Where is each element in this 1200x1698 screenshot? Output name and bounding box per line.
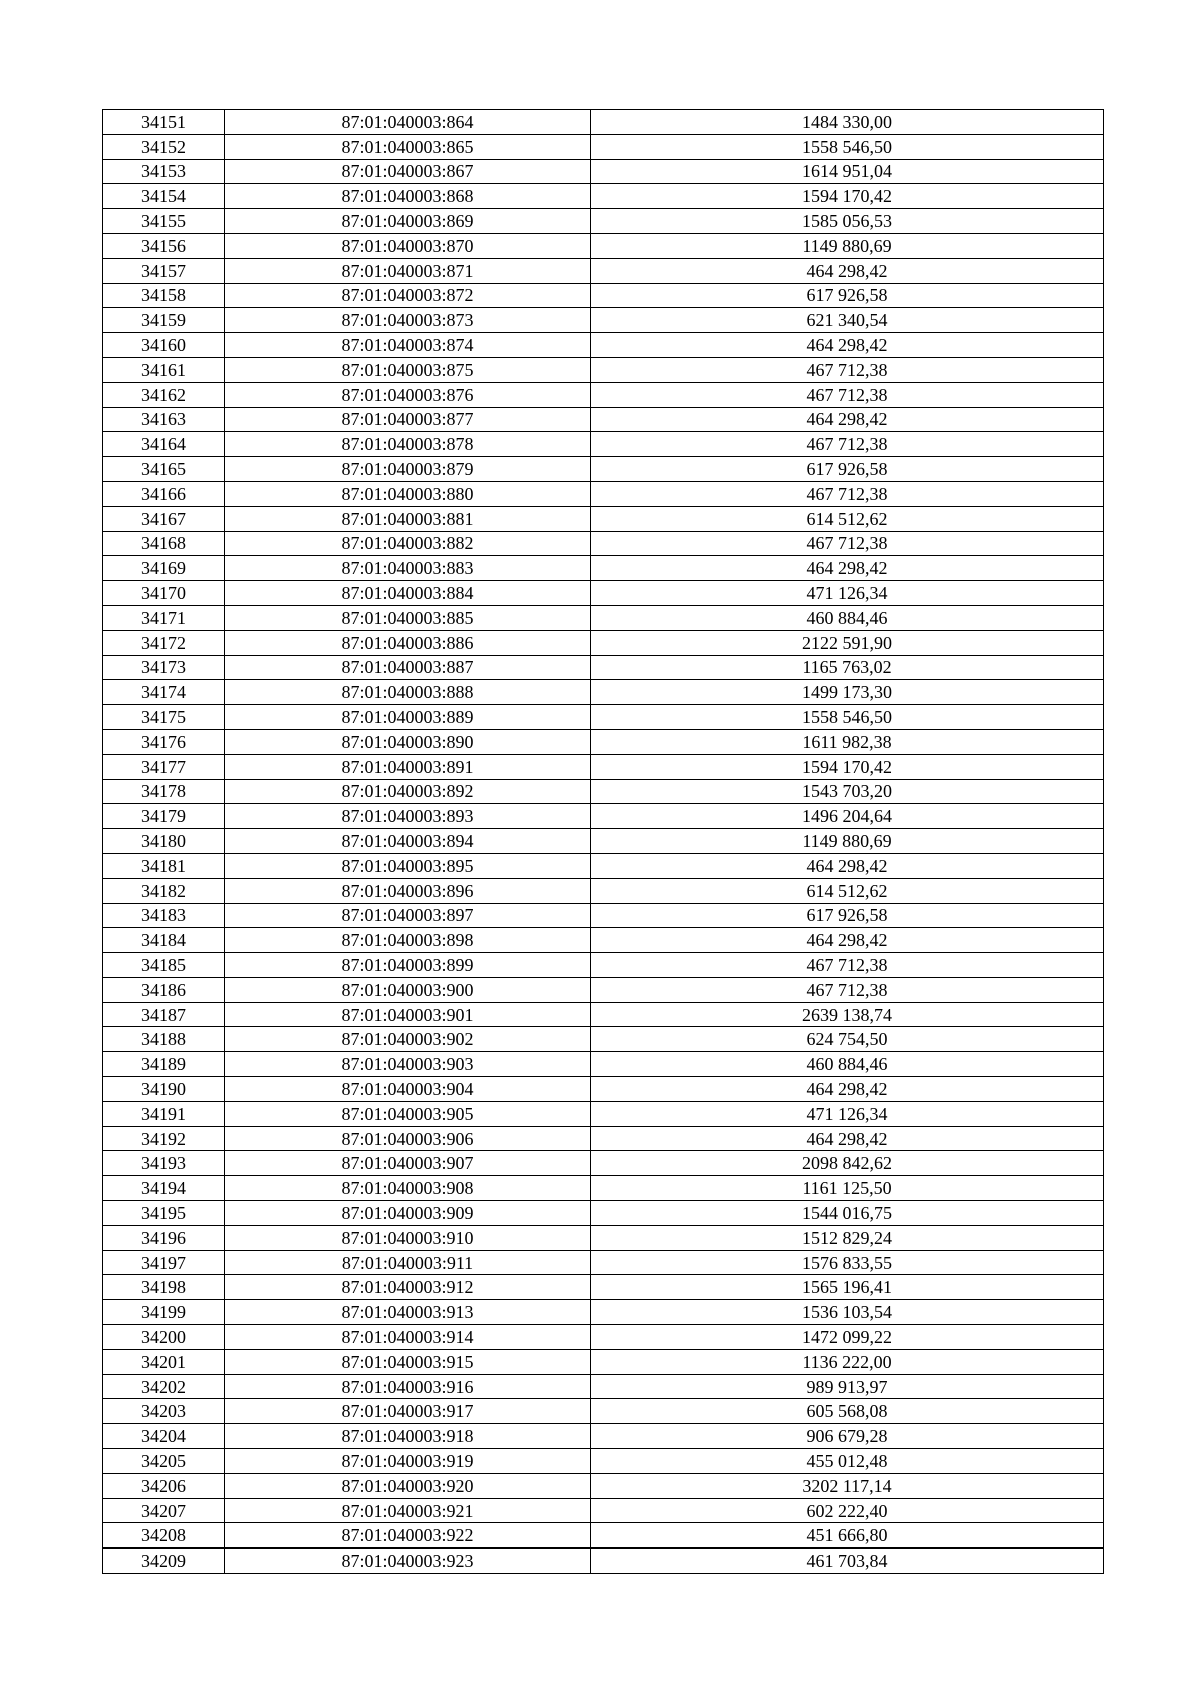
cadastral-value-cell: 1512 829,24 (591, 1225, 1104, 1250)
cadastral-value-cell: 1496 204,64 (591, 804, 1104, 829)
cadastral-value-cell: 1594 170,42 (591, 184, 1104, 209)
cadastral-number-cell: 87:01:040003:914 (225, 1325, 591, 1350)
cadastral-value-cell: 1472 099,22 (591, 1325, 1104, 1350)
cadastral-number-cell: 87:01:040003:880 (225, 481, 591, 506)
row-number-cell: 34159 (103, 308, 225, 333)
cadastral-number-cell: 87:01:040003:870 (225, 233, 591, 258)
cadastral-number-cell: 87:01:040003:906 (225, 1126, 591, 1151)
table-row (103, 977, 1104, 1002)
table-row (103, 457, 1104, 482)
cadastral-value-cell: 1161 125,50 (591, 1176, 1104, 1201)
table-row (103, 1424, 1104, 1449)
cadastral-value-cell: 989 913,97 (591, 1374, 1104, 1399)
table-row (103, 283, 1104, 308)
table-row (103, 581, 1104, 606)
cadastral-number-cell: 87:01:040003:878 (225, 432, 591, 457)
table-row (103, 432, 1104, 457)
table-row (103, 705, 1104, 730)
row-number-cell: 34176 (103, 729, 225, 754)
cadastral-value-cell: 455 012,48 (591, 1449, 1104, 1474)
cadastral-number-cell: 87:01:040003:877 (225, 407, 591, 432)
row-number-cell: 34198 (103, 1275, 225, 1300)
row-number-cell: 34179 (103, 804, 225, 829)
table-row (103, 804, 1104, 829)
cadastral-value-cell: 1149 880,69 (591, 233, 1104, 258)
cadastral-number-cell: 87:01:040003:923 (225, 1548, 591, 1573)
row-number-cell: 34163 (103, 407, 225, 432)
row-number-cell: 34191 (103, 1101, 225, 1126)
row-number-cell: 34157 (103, 258, 225, 283)
cadastral-value-cell: 1149 880,69 (591, 829, 1104, 854)
cadastral-number-cell: 87:01:040003:867 (225, 159, 591, 184)
table-row (103, 1077, 1104, 1102)
cadastral-value-cell: 614 512,62 (591, 506, 1104, 531)
cadastral-value-cell: 467 712,38 (591, 432, 1104, 457)
table-row (103, 357, 1104, 382)
row-number-cell: 34190 (103, 1077, 225, 1102)
cadastral-number-cell: 87:01:040003:908 (225, 1176, 591, 1201)
row-number-cell: 34164 (103, 432, 225, 457)
row-number-cell: 34156 (103, 233, 225, 258)
cadastral-number-cell: 87:01:040003:901 (225, 1002, 591, 1027)
cadastral-value-cell: 617 926,58 (591, 457, 1104, 482)
table-row (103, 382, 1104, 407)
table-row (103, 134, 1104, 159)
cadastral-value-cell: 467 712,38 (591, 531, 1104, 556)
row-number-cell: 34152 (103, 134, 225, 159)
row-number-cell: 34195 (103, 1201, 225, 1226)
table-row (103, 1176, 1104, 1201)
cadastral-number-cell: 87:01:040003:885 (225, 605, 591, 630)
table-row (103, 1052, 1104, 1077)
row-number-cell: 34184 (103, 928, 225, 953)
table-row (103, 953, 1104, 978)
table-row (103, 1126, 1104, 1151)
cadastral-value-cell: 464 298,42 (591, 1077, 1104, 1102)
row-number-cell: 34171 (103, 605, 225, 630)
cadastral-value-cell: 906 679,28 (591, 1424, 1104, 1449)
row-number-cell: 34181 (103, 853, 225, 878)
table-row (103, 829, 1104, 854)
row-number-cell: 34172 (103, 630, 225, 655)
table-row (103, 1325, 1104, 1350)
row-number-cell: 34208 (103, 1523, 225, 1548)
table-row (103, 531, 1104, 556)
table-row (103, 1101, 1104, 1126)
table-row (103, 258, 1104, 283)
table-row (103, 729, 1104, 754)
cadastral-number-cell: 87:01:040003:912 (225, 1275, 591, 1300)
cadastral-value-cell: 464 298,42 (591, 258, 1104, 283)
table-row (103, 184, 1104, 209)
cadastral-number-cell: 87:01:040003:898 (225, 928, 591, 953)
table-row (103, 1473, 1104, 1498)
cadastral-value-cell: 1543 703,20 (591, 779, 1104, 804)
row-number-cell: 34169 (103, 556, 225, 581)
cadastral-number-cell: 87:01:040003:884 (225, 581, 591, 606)
cadastral-value-cell: 1611 982,38 (591, 729, 1104, 754)
row-number-cell: 34180 (103, 829, 225, 854)
cadastral-number-cell: 87:01:040003:890 (225, 729, 591, 754)
row-number-cell: 34203 (103, 1399, 225, 1424)
row-number-cell: 34201 (103, 1349, 225, 1374)
table-row (103, 159, 1104, 184)
table-row (103, 1300, 1104, 1325)
table-row (103, 1449, 1104, 1474)
cadastral-value-cell: 605 568,08 (591, 1399, 1104, 1424)
row-number-cell: 34168 (103, 531, 225, 556)
row-number-cell: 34151 (103, 110, 225, 135)
cadastral-value-cell: 2639 138,74 (591, 1002, 1104, 1027)
cadastral-number-cell: 87:01:040003:913 (225, 1300, 591, 1325)
cadastral-value-cell: 3202 117,14 (591, 1473, 1104, 1498)
cadastral-value-cell: 617 926,58 (591, 903, 1104, 928)
cadastral-number-cell: 87:01:040003:888 (225, 680, 591, 705)
row-number-cell: 34206 (103, 1473, 225, 1498)
row-number-cell: 34207 (103, 1498, 225, 1523)
cadastral-value-cell: 1544 016,75 (591, 1201, 1104, 1226)
table-row (103, 754, 1104, 779)
row-number-cell: 34177 (103, 754, 225, 779)
cadastral-number-cell: 87:01:040003:910 (225, 1225, 591, 1250)
cadastral-value-cell: 467 712,38 (591, 953, 1104, 978)
cadastral-number-cell: 87:01:040003:876 (225, 382, 591, 407)
cadastral-number-cell: 87:01:040003:911 (225, 1250, 591, 1275)
table-row (103, 1027, 1104, 1052)
cadastral-number-cell: 87:01:040003:883 (225, 556, 591, 581)
cadastral-number-cell: 87:01:040003:873 (225, 308, 591, 333)
row-number-cell: 34153 (103, 159, 225, 184)
row-number-cell: 34158 (103, 283, 225, 308)
row-number-cell: 34175 (103, 705, 225, 730)
cadastral-number-cell: 87:01:040003:864 (225, 110, 591, 135)
cadastral-number-cell: 87:01:040003:881 (225, 506, 591, 531)
cadastral-number-cell: 87:01:040003:871 (225, 258, 591, 283)
cadastral-value-cell: 464 298,42 (591, 1126, 1104, 1151)
table-row (103, 655, 1104, 680)
table-row (103, 630, 1104, 655)
row-number-cell: 34166 (103, 481, 225, 506)
table-row (103, 506, 1104, 531)
cadastral-value-cell: 471 126,34 (591, 581, 1104, 606)
table-row (103, 1201, 1104, 1226)
table-row (103, 1498, 1104, 1523)
cadastral-value-cell: 1585 056,53 (591, 209, 1104, 234)
cadastral-value-cell: 1594 170,42 (591, 754, 1104, 779)
cadastral-number-cell: 87:01:040003:902 (225, 1027, 591, 1052)
cadastral-value-cell: 1565 196,41 (591, 1275, 1104, 1300)
table-row (103, 878, 1104, 903)
row-number-cell: 34178 (103, 779, 225, 804)
cadastral-number-cell: 87:01:040003:916 (225, 1374, 591, 1399)
cadastral-number-cell: 87:01:040003:919 (225, 1449, 591, 1474)
row-number-cell: 34170 (103, 581, 225, 606)
cadastral-value-cell: 617 926,58 (591, 283, 1104, 308)
table-row (103, 928, 1104, 953)
table-row (103, 308, 1104, 333)
cadastral-value-cell: 464 298,42 (591, 407, 1104, 432)
row-number-cell: 34200 (103, 1325, 225, 1350)
cadastral-value-cell: 464 298,42 (591, 928, 1104, 953)
cadastral-value-cell: 1499 173,30 (591, 680, 1104, 705)
row-number-cell: 34185 (103, 953, 225, 978)
row-number-cell: 34186 (103, 977, 225, 1002)
row-number-cell: 34154 (103, 184, 225, 209)
table-row (103, 1002, 1104, 1027)
cadastral-value-cell: 464 298,42 (591, 556, 1104, 581)
table-row (103, 1250, 1104, 1275)
row-number-cell: 34192 (103, 1126, 225, 1151)
table-row (103, 1548, 1104, 1573)
row-number-cell: 34188 (103, 1027, 225, 1052)
cadastral-value-cell: 624 754,50 (591, 1027, 1104, 1052)
cadastral-number-cell: 87:01:040003:891 (225, 754, 591, 779)
cadastral-value-cell: 1558 546,50 (591, 134, 1104, 159)
cadastral-number-cell: 87:01:040003:920 (225, 1473, 591, 1498)
cadastral-value-cell: 451 666,80 (591, 1523, 1104, 1548)
row-number-cell: 34189 (103, 1052, 225, 1077)
table-row (103, 1523, 1104, 1548)
cadastral-number-cell: 87:01:040003:907 (225, 1151, 591, 1176)
cadastral-number-cell: 87:01:040003:869 (225, 209, 591, 234)
cadastral-number-cell: 87:01:040003:874 (225, 333, 591, 358)
row-number-cell: 34173 (103, 655, 225, 680)
cadastral-value-cell: 1536 103,54 (591, 1300, 1104, 1325)
row-number-cell: 34160 (103, 333, 225, 358)
row-number-cell: 34155 (103, 209, 225, 234)
cadastral-number-cell: 87:01:040003:905 (225, 1101, 591, 1126)
cadastral-number-cell: 87:01:040003:899 (225, 953, 591, 978)
row-number-cell: 34165 (103, 457, 225, 482)
cadastral-number-cell: 87:01:040003:915 (225, 1349, 591, 1374)
cadastral-number-cell: 87:01:040003:886 (225, 630, 591, 655)
cadastral-number-cell: 87:01:040003:921 (225, 1498, 591, 1523)
row-number-cell: 34199 (103, 1300, 225, 1325)
cadastral-number-cell: 87:01:040003:895 (225, 853, 591, 878)
table-row (103, 903, 1104, 928)
cadastral-number-cell: 87:01:040003:904 (225, 1077, 591, 1102)
cadastral-value-cell: 461 703,84 (591, 1548, 1104, 1573)
cadastral-value-cell: 614 512,62 (591, 878, 1104, 903)
table-row (103, 853, 1104, 878)
row-number-cell: 34174 (103, 680, 225, 705)
cadastral-value-cell: 471 126,34 (591, 1101, 1104, 1126)
row-number-cell: 34183 (103, 903, 225, 928)
cadastral-number-cell: 87:01:040003:865 (225, 134, 591, 159)
cadastral-value-cell: 460 884,46 (591, 605, 1104, 630)
table-row (103, 233, 1104, 258)
cadastral-number-cell: 87:01:040003:889 (225, 705, 591, 730)
cadastral-value-cell: 467 712,38 (591, 481, 1104, 506)
cadastral-number-cell: 87:01:040003:918 (225, 1424, 591, 1449)
cadastral-number-cell: 87:01:040003:879 (225, 457, 591, 482)
cadastral-value-cell: 1136 222,00 (591, 1349, 1104, 1374)
table-row (103, 1275, 1104, 1300)
cadastral-number-cell: 87:01:040003:872 (225, 283, 591, 308)
row-number-cell: 34196 (103, 1225, 225, 1250)
cadastral-number-cell: 87:01:040003:909 (225, 1201, 591, 1226)
table-row (103, 680, 1104, 705)
row-number-cell: 34193 (103, 1151, 225, 1176)
table-row (103, 1399, 1104, 1424)
cadastral-value-cell: 602 222,40 (591, 1498, 1104, 1523)
cadastral-number-cell: 87:01:040003:900 (225, 977, 591, 1002)
cadastral-value-cell: 1558 546,50 (591, 705, 1104, 730)
row-number-cell: 34205 (103, 1449, 225, 1474)
cadastral-number-cell: 87:01:040003:882 (225, 531, 591, 556)
cadastral-value-cell: 621 340,54 (591, 308, 1104, 333)
table-row (103, 1374, 1104, 1399)
table-row (103, 209, 1104, 234)
table-row (103, 481, 1104, 506)
cadastral-value-cell: 460 884,46 (591, 1052, 1104, 1077)
row-number-cell: 34209 (103, 1548, 225, 1573)
table-row (103, 779, 1104, 804)
cadastral-number-cell: 87:01:040003:897 (225, 903, 591, 928)
cadastral-value-cell: 1576 833,55 (591, 1250, 1104, 1275)
row-number-cell: 34182 (103, 878, 225, 903)
row-number-cell: 34204 (103, 1424, 225, 1449)
cadastral-number-cell: 87:01:040003:887 (225, 655, 591, 680)
row-number-cell: 34187 (103, 1002, 225, 1027)
cadastral-number-cell: 87:01:040003:892 (225, 779, 591, 804)
cadastral-value-cell: 1484 330,00 (591, 110, 1104, 135)
cadastral-value-cell: 467 712,38 (591, 357, 1104, 382)
row-number-cell: 34197 (103, 1250, 225, 1275)
cadastral-value-cell: 2098 842,62 (591, 1151, 1104, 1176)
cadastral-number-cell: 87:01:040003:922 (225, 1523, 591, 1548)
row-number-cell: 34194 (103, 1176, 225, 1201)
table-row (103, 1225, 1104, 1250)
table-row (103, 1349, 1104, 1374)
cadastral-value-cell: 2122 591,90 (591, 630, 1104, 655)
table-row (103, 110, 1104, 135)
table-row (103, 407, 1104, 432)
table-row (103, 333, 1104, 358)
cadastral-number-cell: 87:01:040003:893 (225, 804, 591, 829)
cadastral-value-cell: 1614 951,04 (591, 159, 1104, 184)
table-body (103, 110, 1104, 1574)
table-row (103, 605, 1104, 630)
cadastral-value-cell: 467 712,38 (591, 977, 1104, 1002)
row-number-cell: 34162 (103, 382, 225, 407)
row-number-cell: 34161 (103, 357, 225, 382)
cadastral-number-cell: 87:01:040003:875 (225, 357, 591, 382)
cadastral-value-table (102, 109, 1104, 1574)
cadastral-number-cell: 87:01:040003:868 (225, 184, 591, 209)
row-number-cell: 34167 (103, 506, 225, 531)
cadastral-value-cell: 464 298,42 (591, 853, 1104, 878)
cadastral-value-cell: 464 298,42 (591, 333, 1104, 358)
cadastral-value-cell: 1165 763,02 (591, 655, 1104, 680)
table-row (103, 556, 1104, 581)
row-number-cell: 34202 (103, 1374, 225, 1399)
cadastral-number-cell: 87:01:040003:903 (225, 1052, 591, 1077)
cadastral-number-cell: 87:01:040003:896 (225, 878, 591, 903)
cadastral-value-cell: 467 712,38 (591, 382, 1104, 407)
cadastral-number-cell: 87:01:040003:917 (225, 1399, 591, 1424)
table-row (103, 1151, 1104, 1176)
cadastral-number-cell: 87:01:040003:894 (225, 829, 591, 854)
